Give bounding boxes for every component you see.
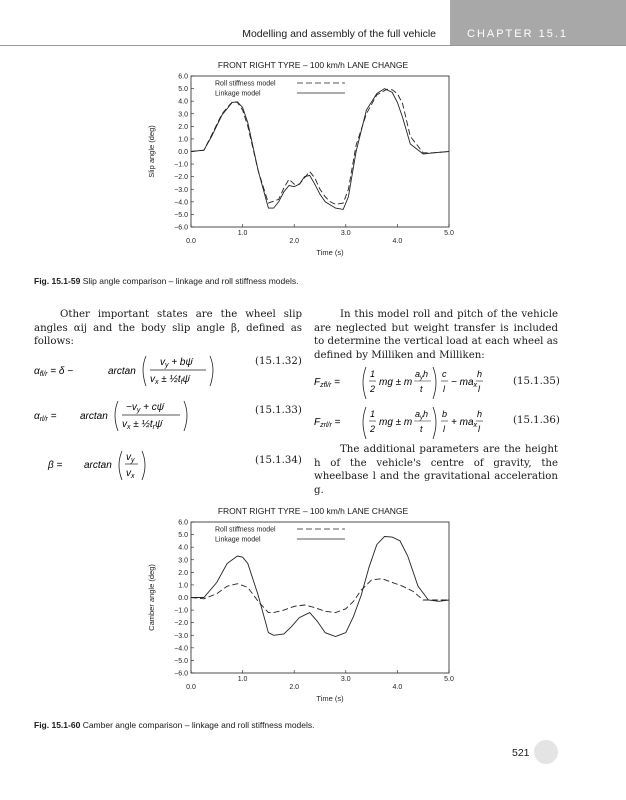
y-tick-label: −6.0 [174, 670, 188, 678]
x-tick-label: 5.0 [444, 676, 454, 683]
svg-text:vx: $v_x$ [126, 468, 135, 480]
y-tick-label: 4.0 [178, 98, 188, 106]
svg-text:arctan: arctan [108, 366, 136, 377]
y-tick-label: −2.0 [174, 620, 188, 628]
svg-text:−vy + cψ̇: $-v_y$ + cψ̇ [126, 402, 165, 414]
y-tick-label: −1.0 [174, 607, 188, 615]
x-axis-label: Time (s) [316, 248, 344, 257]
y-tick-label: 0.0 [178, 149, 188, 156]
chart-title: FRONT RIGHT TYRE – 100 km/h LANE CHANGE [217, 506, 409, 516]
svg-text:t: t [420, 384, 423, 394]
y-tick-label: −3.0 [174, 186, 188, 194]
header-rule [0, 45, 626, 46]
svg-text:l: l [478, 384, 480, 394]
y-tick-label: −4.0 [174, 645, 188, 653]
x-tick-label: 1.0 [237, 676, 248, 683]
svg-text:2: 2 [370, 384, 376, 394]
y-tick-label: −2.0 [174, 174, 188, 182]
svg-text:mg ± m: mg ± m [379, 377, 413, 388]
y-tick-label: −6.0 [174, 224, 188, 232]
x-tick-label: 0.0 [186, 684, 196, 691]
camber-angle-chart [0, 516, 626, 716]
figure-caption [34, 720, 315, 730]
svg-text:l: l [443, 424, 445, 434]
legend-label: Roll stiffness model [215, 80, 276, 88]
x-tick-label: 1.0 [237, 230, 248, 237]
equation-15-1-32 [34, 350, 264, 393]
svg-text:Fzrl/r =: $F_{zrl/r}$ = [314, 417, 341, 429]
chart-title: FRONT RIGHT TYRE – 100 km/h LANE CHANGE [217, 60, 409, 70]
figure-caption [34, 276, 298, 286]
svg-text:vx ± ½trψ̇: $v_x$ ± $\frac{1}{2}t_r\psi̇$ [122, 419, 163, 431]
svg-text:mg ± m: mg ± m [379, 417, 413, 428]
caption-label: Fig. 15.1-60 [34, 720, 81, 730]
x-tick-label: 3.0 [340, 230, 351, 237]
y-tick-label: 2.0 [178, 123, 188, 131]
y-tick-label: 6.0 [178, 519, 188, 527]
y-tick-label: 5.0 [178, 532, 188, 540]
equation-15-1-34 [34, 446, 174, 487]
svg-text:β =: β = [48, 460, 63, 471]
series-line-roll-stiffness [191, 89, 449, 204]
svg-text:ayh: $a_yh$ [415, 409, 429, 421]
svg-text:vy + bψ̇: $v_y$ + bψ̇ [160, 357, 193, 369]
svg-text:l: l [443, 384, 445, 394]
x-tick-label: 2.0 [289, 238, 300, 245]
equation-15-1-34-graphic [34, 446, 174, 484]
series-line-linkage [191, 89, 449, 210]
svg-text:+ max: + $ma_x$ [451, 417, 478, 429]
y-tick-label: 4.0 [178, 544, 188, 552]
svg-text:αrl/r =: $\alpha_{rl/r}$ = [34, 411, 57, 423]
svg-text:ayh: $a_yh$ [415, 369, 429, 381]
chapter-tab: CHAPTER 15.1 [450, 0, 626, 46]
svg-text:h: h [477, 409, 483, 419]
equation-15-1-33 [34, 395, 264, 438]
svg-text:1: 1 [370, 409, 376, 419]
equation-number: (15.1.32) [255, 356, 302, 367]
right-paragraph-1: In this model roll and pitch of the vehicle are neglected but weight transfer is included to determine the vertical load at each wheel as defined by Milliken and Milliken: [314, 309, 558, 361]
svg-text:2: 2 [370, 424, 376, 434]
svg-text:c: c [442, 369, 447, 379]
svg-text:l: l [478, 424, 480, 434]
y-tick-label: 6.0 [178, 73, 188, 81]
y-axis-label: Slip angle (deg) [147, 125, 156, 178]
y-tick-label: −4.0 [174, 199, 188, 207]
y-tick-label: −3.0 [174, 632, 188, 640]
equation-15-1-36 [314, 403, 484, 446]
y-tick-label: −5.0 [174, 657, 188, 665]
x-tick-label: 5.0 [444, 230, 454, 237]
x-tick-label: 4.0 [392, 238, 403, 245]
x-tick-label: 0.0 [186, 238, 196, 245]
equation-number: (15.1.35) [513, 376, 560, 387]
equation-15-1-32-graphic [34, 350, 264, 390]
svg-text:arctan: arctan [84, 460, 112, 471]
y-tick-label: 3.0 [178, 557, 188, 565]
page-number: 521 [512, 747, 530, 759]
svg-text:h: h [477, 369, 483, 379]
page-number-circle [534, 740, 558, 764]
y-tick-label: −5.0 [174, 211, 188, 219]
legend-label: Linkage model [215, 536, 261, 544]
equation-number: (15.1.34) [255, 455, 302, 466]
slip-angle-chart [0, 70, 626, 270]
svg-text:1: 1 [370, 369, 376, 379]
left-paragraph: Other important states are the wheel slip angles αij and the body slip angle β, defined as follows: [34, 309, 302, 347]
equation-15-1-33-graphic [34, 395, 264, 435]
y-tick-label: 1.0 [178, 136, 188, 144]
svg-text:αfl/r = δ −: $\alpha_{fl/r} = \delta$ − [34, 366, 74, 378]
y-tick-label: 0.0 [178, 595, 188, 602]
svg-text:vy: $v_y$ [126, 452, 135, 464]
y-tick-label: 2.0 [178, 569, 188, 577]
y-tick-label: 3.0 [178, 111, 188, 119]
svg-text:b: b [442, 409, 448, 419]
x-axis-label: Time (s) [316, 694, 344, 703]
svg-text:vx ± ½tfψ̇: $v_x$ ± $\frac{1}{2}t_f\psi̇$ [150, 374, 190, 386]
equation-number: (15.1.33) [255, 405, 302, 416]
x-tick-label: 2.0 [289, 684, 300, 691]
plot-frame [191, 522, 449, 673]
series-line-linkage [191, 537, 449, 637]
series-line-roll-stiffness [191, 579, 449, 613]
right-paragraph-2: The additional parameters are the height h of the vehicle's centre of gravity, the wheelbase l and the gravitational acceleration g. [314, 444, 558, 496]
legend-label: Linkage model [215, 90, 261, 98]
y-axis-label: Camber angle (deg) [147, 564, 156, 631]
x-tick-label: 3.0 [340, 676, 351, 683]
svg-text:t: t [420, 424, 423, 434]
caption-text: Camber angle comparison – linkage and roll stiffness models. [82, 720, 315, 730]
caption-label: Fig. 15.1-59 [34, 276, 81, 286]
svg-text:− max: − $ma_x$ [451, 377, 478, 389]
y-tick-label: −1.0 [174, 161, 188, 169]
x-tick-label: 4.0 [392, 684, 403, 691]
equation-15-1-35 [314, 363, 484, 406]
running-title: Modelling and assembly of the full vehicle [242, 28, 436, 40]
svg-text:arctan: arctan [80, 411, 108, 422]
legend-label: Roll stiffness model [215, 526, 276, 534]
y-tick-label: 1.0 [178, 582, 188, 590]
svg-text:Fzfl/r =: $F_{zfl/r}$ = [314, 377, 341, 389]
equation-number: (15.1.36) [513, 415, 560, 426]
plot-frame [191, 76, 449, 227]
equation-15-1-35-graphic [314, 363, 484, 403]
caption-text: Slip angle comparison – linkage and roll stiffness models. [82, 276, 299, 286]
y-tick-label: 5.0 [178, 86, 188, 94]
equation-15-1-36-graphic [314, 403, 484, 443]
